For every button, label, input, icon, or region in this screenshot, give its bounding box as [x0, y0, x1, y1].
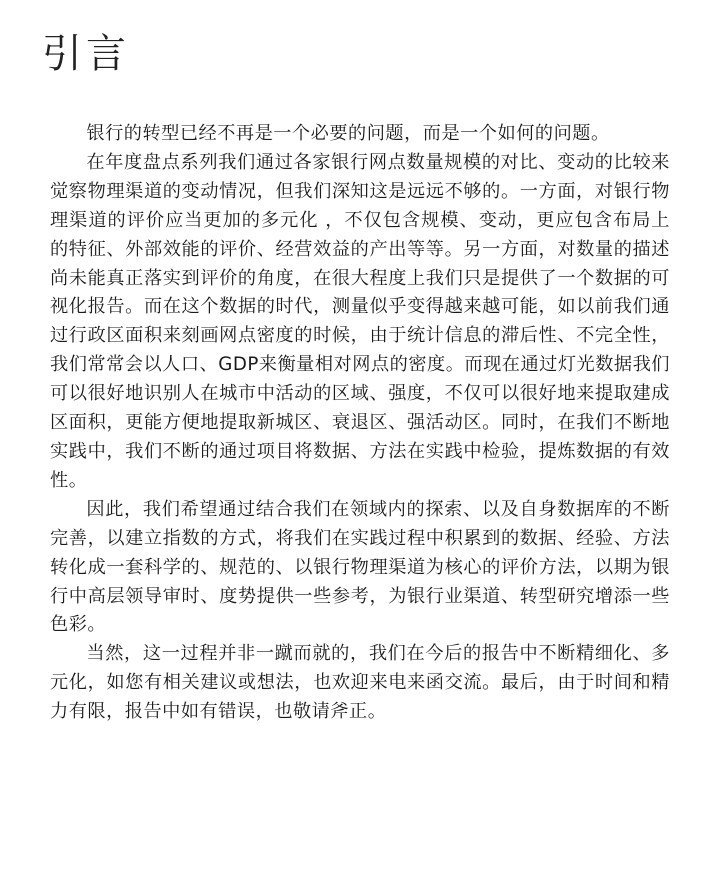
paragraph-goal: 因此，我们希望通过结合我们在领域内的探索、以及自身数据库的不断完善，以建立指数的方式，将我们在实践过程中积累到的数据、经验、方法转化成一套科学的、规范的、以银行物理渠道为核心的评价方法，以期为银行中高层领导审时、度势提供一些参考，为银行业渠道、转型研究增添一些色彩。 — [50, 498, 670, 636]
paragraph-annual-review: 在年度盘点系列我们通过各家银行网点数量规模的对比、变动的比较来觉察物理渠道的变动情况，但我们深知这是远远不够的。一方面，对银行物理渠道的评价应当更加的多元化 ，不仅包含规模、变动，更应包含布局上的特征、外部效能的评价、经营效益的产出等等。另一方面，对数量的描述尚未能真正落实到评价的角度，在很大程度上我们只是提供了一个数据的可视化报告。而在这个数据的时代，测量似乎变得越来越可能，如以前我们通过行政区面积来刻画网点密度的时候，由于统计信息的滞后性、不完全性，我们常常会以人口、GDP来衡量相对网点的密度。而现在通过灯光数据我们可以很好地识别人在城市中活动的区域、强度，不仅可以很好地来提取建成区面积，更能方便地提取新城区、衰退区、强活动区。同时，在我们不断地实践中，我们不断的通过项目将数据、方法在实践中检验，提炼数据的有效性。 — [50, 151, 670, 491]
page-title: 引言 — [42, 31, 130, 77]
document-body — [50, 120, 670, 727]
paragraph-intro: 银行的转型已经不再是一个必要的问题，而是一个如何的问题。 — [86, 123, 610, 144]
paragraph-closing: 当然，这一过程并非一蹴而就的，我们在今后的报告中不断精细化、多元化，如您有相关建议或想法，也欢迎来电来函交流。最后，由于时间和精力有限，报告中如有错误，也敬请斧正。 — [50, 643, 670, 723]
